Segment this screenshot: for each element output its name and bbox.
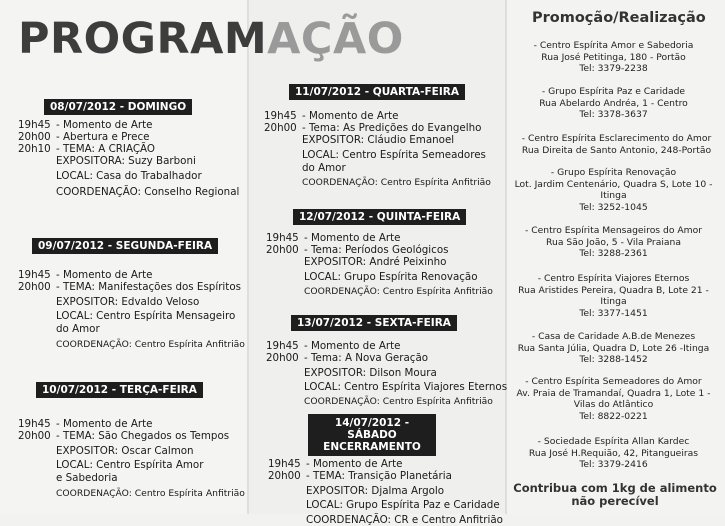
- speaker: EXPOSITOR: Dilson Moura: [304, 367, 437, 379]
- schedule-line: [268, 470, 503, 482]
- org-phone: Tel: 3378-3637: [579, 109, 648, 120]
- time: 19h45: [264, 110, 297, 122]
- time: 20h00: [268, 470, 301, 482]
- sponsors-title: Promoção/Realização: [532, 10, 706, 26]
- schedule-line: [268, 458, 503, 470]
- time: 20h00: [18, 281, 51, 293]
- time: 19h45: [18, 269, 51, 281]
- schedule-line: [266, 340, 507, 352]
- time: 19h45: [18, 418, 51, 430]
- title-part-2: AÇÃO: [267, 14, 404, 64]
- speaker: EXPOSITOR: Edvaldo Veloso: [56, 296, 200, 308]
- speaker: EXPOSITOR: André Peixinho: [304, 256, 447, 268]
- org-address: Lot. Jardim Centenário, Quadra S, Lote 10 -: [514, 178, 713, 190]
- org-address: Rua José Petitinga, 180 - Portão: [541, 51, 686, 63]
- schedule-line: [18, 430, 245, 442]
- day-block: [18, 95, 239, 200]
- activity: - Tema: Períodos Geológicos: [304, 244, 449, 256]
- org-entry: [514, 133, 719, 156]
- activity: - Momento de Arte: [306, 458, 403, 470]
- schedule-line: [266, 244, 493, 256]
- day-header: 12/07/2012 - QUINTA-FEIRA: [293, 209, 466, 225]
- location-continued: do Amor: [56, 322, 100, 335]
- org-address: Rua Aristides Pereira, Quadra B, Lote 21 -: [518, 284, 709, 296]
- org-address: Av. Praia de Tramandaí, Quadra 1, Lote 1 -: [516, 387, 711, 399]
- location: LOCAL: Centro Espírita Semeadores: [302, 149, 486, 162]
- donation-note: [510, 482, 720, 508]
- org-entry: [511, 273, 716, 319]
- location-continued: e Sabedoria: [56, 471, 118, 484]
- org-entry: [511, 331, 716, 366]
- day-header: 11/07/2012 - QUARTA-FEIRA: [289, 84, 465, 100]
- time: 20h10: [18, 143, 51, 155]
- day-header: 10/07/2012 - TERÇA-FEIRA: [36, 382, 203, 398]
- org-phone: Tel: 3288-2361: [579, 248, 648, 259]
- coordination: COORDENAÇÃO: Centro Espírita Anfitrião: [56, 488, 245, 500]
- page-title: [18, 14, 404, 64]
- org-entry: [511, 86, 716, 121]
- day-header: 08/07/2012 - DOMINGO: [44, 99, 192, 115]
- org-phone: Tel: 3379-2238: [579, 63, 648, 74]
- speaker: EXPOSITOR: Cláudio Emanoel: [302, 134, 455, 146]
- schedule-line: [18, 119, 239, 131]
- speaker: EXPOSITORA: Suzy Barboni: [56, 155, 196, 167]
- schedule-line: [18, 418, 245, 430]
- activity: - Momento de Arte: [304, 232, 401, 244]
- org-name: - Grupo Espírita Paz e Caridade: [541, 86, 686, 97]
- org-address-continued: Itinga: [600, 190, 627, 201]
- activity: - TEMA: Transição Planetária: [306, 470, 452, 482]
- day-block: [268, 414, 503, 526]
- org-name: - Grupo Espírita Renovação: [550, 167, 677, 178]
- activity: - Abertura e Prece: [56, 131, 150, 143]
- org-address: Rua Direita de Santo Antonio, 248-Portão: [521, 144, 712, 156]
- activity: - Tema: A Nova Geração: [304, 352, 429, 364]
- activity: - Momento de Arte: [56, 119, 153, 131]
- schedule-line: [264, 122, 491, 134]
- coordination: COORDENAÇÃO: Conselho Regional: [56, 186, 240, 198]
- location: LOCAL: Grupo Espírita Renovação: [304, 271, 478, 284]
- org-address-continued: Vilas do Atlântico: [573, 399, 654, 410]
- org-entry: [511, 436, 716, 471]
- org-name: - Centro Espírita Amor e Sabedoria: [533, 40, 694, 51]
- activity: - Momento de Arte: [302, 110, 399, 122]
- activity: - Momento de Arte: [56, 269, 153, 281]
- time: 19h45: [266, 340, 299, 352]
- org-address: Rua Santa Júlia, Quadra D, Lote 26 -Itinga: [517, 342, 710, 354]
- coordination: COORDENAÇÃO: Centro Espírita Anfitrião: [302, 177, 491, 189]
- time: 20h00: [18, 131, 51, 143]
- time: 20h00: [18, 430, 51, 442]
- org-name: - Casa de Caridade A.B.de Menezes: [531, 331, 696, 342]
- activity: - Momento de Arte: [304, 340, 401, 352]
- coordination: COORDENAÇÃO: Centro Espírita Anfitrião: [304, 285, 493, 297]
- donation-line-2: não perecível: [571, 494, 659, 508]
- activity: - TEMA: Manifestações dos Espíritos: [56, 281, 241, 293]
- day-block: [18, 378, 245, 501]
- day-block: [264, 80, 491, 190]
- coordination: COORDENAÇÃO: CR e Centro Anfitrião: [306, 513, 503, 526]
- schedule-line: [266, 352, 507, 364]
- time: 19h45: [266, 232, 299, 244]
- fold-line: [505, 0, 507, 514]
- org-name: - Centro Espírita Viajores Eternos: [537, 273, 690, 284]
- day-block: [266, 205, 493, 298]
- schedule-line: [18, 143, 239, 155]
- location: LOCAL: Centro Espírita Viajores Eternos: [304, 381, 508, 394]
- org-entry: [511, 40, 716, 75]
- org-phone: Tel: 3377-1451: [579, 307, 648, 319]
- time: 19h45: [18, 119, 51, 131]
- org-entry: [511, 167, 716, 213]
- schedule-line: [266, 232, 493, 244]
- time: 20h00: [266, 352, 299, 364]
- activity: - Tema: As Predições do Evangelho: [302, 122, 482, 134]
- schedule-line: [18, 269, 245, 281]
- location: LOCAL: Grupo Espírita Paz e Caridade: [306, 499, 500, 512]
- org-entry: [511, 225, 716, 260]
- day-block: [266, 311, 507, 408]
- org-name: - Sociedade Espírita Allan Kardec: [537, 436, 690, 447]
- time: 20h00: [266, 244, 299, 256]
- speaker: EXPOSITOR: Djalma Argolo: [306, 485, 445, 497]
- day-header: 13/07/2012 - SEXTA-FEIRA: [291, 315, 457, 331]
- location: LOCAL: Centro Espírita Mensageiro: [56, 310, 236, 323]
- speaker: EXPOSITOR: Oscar Calmon: [56, 445, 194, 457]
- schedule-line: [18, 281, 245, 293]
- activity: - TEMA: São Chegados os Tempos: [56, 430, 230, 442]
- location: LOCAL: Casa do Trabalhador: [56, 170, 202, 182]
- org-name: - Centro Espírita Semeadores do Amor: [525, 376, 702, 387]
- org-entry: [511, 376, 716, 422]
- org-address: Rua São João, 5 - Vila Praiana: [546, 236, 681, 248]
- day-header: 14/07/2012 - SÁBADO ENCERRAMENTO: [308, 414, 436, 456]
- donation-line-1: Contribua com 1kg de alimento: [513, 481, 717, 495]
- coordination: COORDENAÇÃO: Centro Espírita Anfitrião: [56, 339, 245, 351]
- org-phone: Tel: 3252-1045: [579, 201, 648, 213]
- org-address-continued: Itinga: [600, 296, 627, 307]
- org-address: Rua Abelardo Andréa, 1 - Centro: [539, 97, 688, 109]
- org-name: - Centro Espírita Esclarecimento do Amor: [521, 133, 712, 144]
- time: 19h45: [268, 458, 301, 470]
- schedule-line: [264, 110, 491, 122]
- activity: - Momento de Arte: [56, 418, 153, 430]
- activity: - TEMA: A CRIAÇÃO: [56, 143, 155, 155]
- coordination: COORDENAÇÃO: Centro Espírita Anfitrião: [304, 395, 493, 407]
- day-block: [18, 234, 245, 352]
- fold-line: [247, 0, 249, 514]
- org-phone: Tel: 3288-1452: [579, 354, 648, 365]
- day-header: 09/07/2012 - SEGUNDA-FEIRA: [32, 238, 218, 254]
- time: 20h00: [264, 122, 297, 134]
- org-address: Rua José H.Requião, 42, Pitangueiras: [528, 447, 699, 459]
- org-phone: Tel: 8822-0221: [579, 410, 648, 422]
- schedule-line: [18, 131, 239, 143]
- location: LOCAL: Centro Espírita Amor: [56, 459, 204, 472]
- location-continued: do Amor: [302, 161, 346, 174]
- title-part-1: PROGRAM: [18, 14, 268, 64]
- org-name: - Centro Espírita Mensageiros do Amor: [524, 225, 703, 236]
- org-phone: Tel: 3379-2416: [579, 459, 648, 470]
